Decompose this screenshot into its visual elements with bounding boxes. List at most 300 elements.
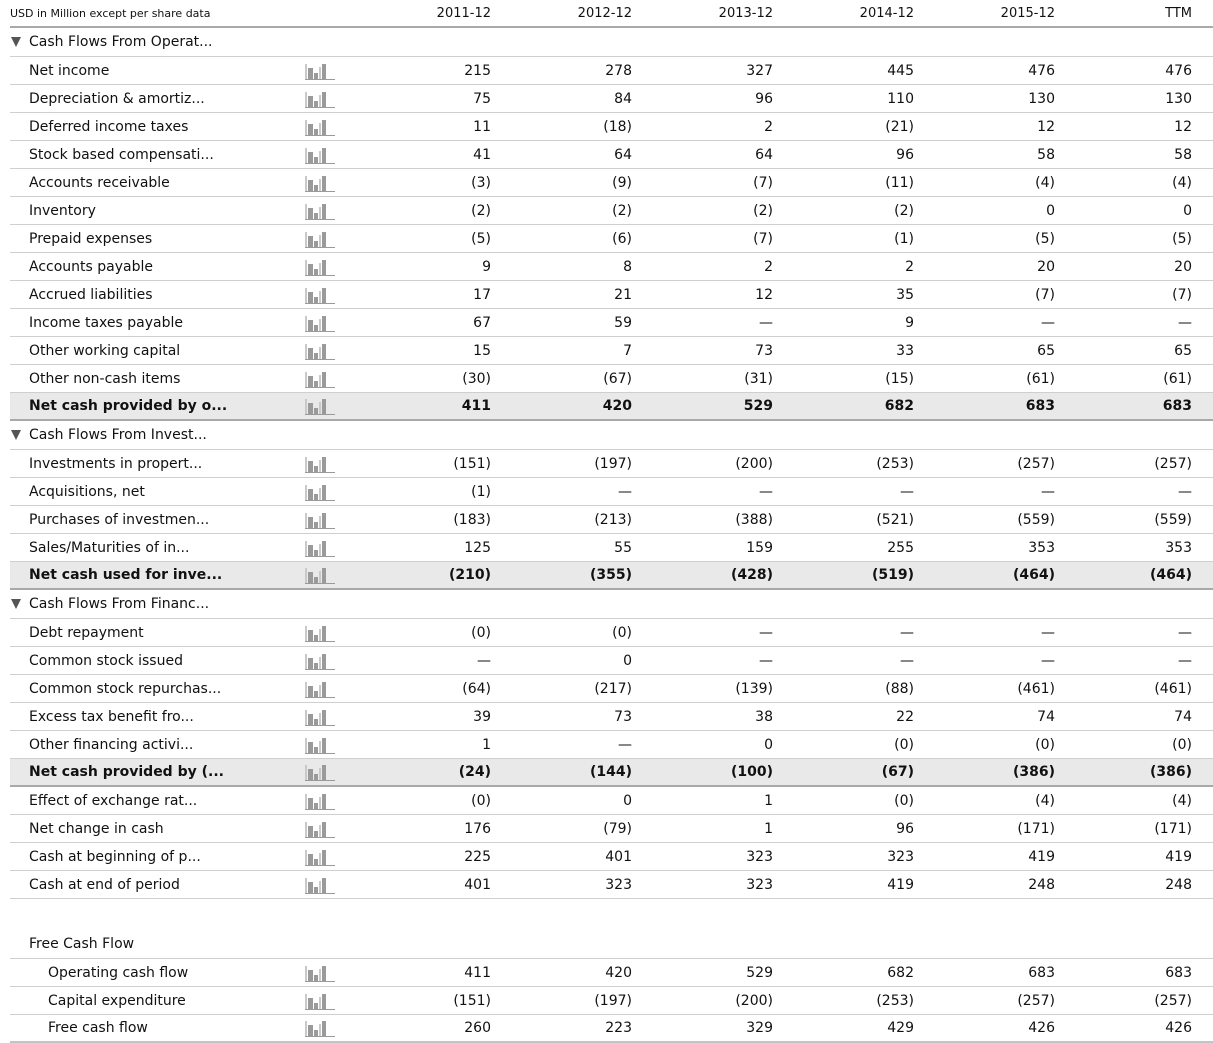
cell-ttm: 130 (1165, 90, 1192, 107)
table-row (10, 675, 1213, 703)
cell-2011-12: 260 (464, 1020, 491, 1036)
bar-chart-icon[interactable] (300, 992, 350, 1010)
bar-chart-icon-bar (322, 626, 326, 642)
table-row (10, 281, 1213, 309)
column-headers (350, 6, 1213, 21)
bar-chart-icon-bar (314, 663, 318, 670)
row-label: Net cash provided by o... (29, 398, 228, 414)
cell-2014-12: 323 (887, 848, 914, 865)
bar-chart-icon[interactable] (300, 1019, 350, 1037)
cell-2012-12: 323 (605, 876, 632, 893)
bar-chart-icon-bar (319, 853, 321, 866)
bar-chart-icon-bar (314, 408, 318, 415)
cell-2014-12: 682 (884, 398, 914, 414)
cell-2012-12: (79) (603, 820, 632, 837)
table-row (10, 197, 1213, 225)
cell-2013-12: (31) (744, 370, 773, 387)
bar-chart-icon-bar (319, 291, 321, 304)
bar-chart-icon[interactable] (300, 342, 350, 360)
bar-chart-icon-bar (319, 235, 321, 248)
row-label: Net income (29, 62, 110, 79)
cell-2011-12: 67 (473, 314, 491, 331)
bar-chart-icon-bar (308, 686, 313, 698)
table-row (10, 534, 1213, 562)
table-row (10, 365, 1213, 393)
bar-chart-icon[interactable] (300, 230, 350, 248)
cell-2013-12: — (759, 314, 773, 331)
bar-chart-icon-bar (305, 232, 307, 248)
cell-2015-12: 20 (1037, 258, 1055, 275)
bar-chart-icon-bar (305, 457, 307, 473)
cell-2011-12: (5) (471, 230, 491, 247)
cell-ttm: (4) (1172, 174, 1192, 191)
row-label: Other non-cash items (29, 370, 181, 387)
cell-2015-12: 419 (1028, 848, 1055, 865)
cell-2015-12: — (1041, 483, 1055, 500)
bar-chart-icon-bar (314, 975, 318, 982)
cell-2015-12: (5) (1035, 230, 1055, 247)
table-row (10, 169, 1213, 197)
cell-2014-12: (519) (871, 567, 914, 583)
cell-2011-12: 401 (464, 876, 491, 893)
bar-chart-icon[interactable] (300, 792, 350, 810)
bar-chart-icon-bar (314, 241, 318, 248)
cell-ttm: 683 (1162, 398, 1192, 414)
bar-chart-icon[interactable] (300, 736, 350, 754)
bar-chart-icon-bar (305, 669, 335, 670)
cell-2013-12: 329 (746, 1020, 773, 1036)
bar-chart-icon-bar (322, 765, 326, 781)
bar-chart-icon[interactable] (300, 90, 350, 108)
bar-chart-icon-bar (305, 359, 335, 360)
bar-chart-icon[interactable] (300, 624, 350, 642)
bar-chart-icon-bar (308, 714, 313, 726)
bar-chart-icon-bar (319, 685, 321, 698)
section-header[interactable] (10, 28, 1213, 57)
bar-chart-icon[interactable] (300, 146, 350, 164)
bar-chart-icon-bar (314, 577, 318, 584)
cell-2014-12: 96 (896, 146, 914, 163)
cell-2015-12: 74 (1037, 708, 1055, 725)
cell-2012-12: (18) (603, 118, 632, 135)
cell-ttm: (464) (1149, 567, 1192, 583)
row-label: Income taxes payable (29, 314, 183, 331)
row-label: Accrued liabilities (29, 286, 153, 303)
cell-2015-12: 426 (1028, 1020, 1055, 1036)
bar-chart-icon-bar (314, 550, 318, 557)
column-header-2012-12[interactable]: 2012-12 (577, 5, 632, 21)
bar-chart-icon-bar (305, 1036, 335, 1037)
bar-chart-icon-bar (308, 769, 313, 781)
bar-chart-icon-bar (305, 780, 335, 781)
cell-ttm: — (1178, 652, 1192, 669)
cell-2012-12: 0 (623, 652, 632, 669)
table-row (10, 619, 1213, 647)
cell-2013-12: 159 (746, 539, 773, 556)
bar-chart-icon[interactable] (300, 511, 350, 529)
cell-2011-12: 411 (464, 964, 491, 981)
bar-chart-icon-bar (319, 123, 321, 136)
bar-chart-icon[interactable] (300, 258, 350, 276)
bar-chart-icon-bar (308, 742, 313, 754)
bar-chart-icon-bar (322, 120, 326, 136)
free-cash-flow-header (10, 929, 1213, 959)
cell-2013-12: 323 (746, 848, 773, 865)
bar-chart-icon-bar (314, 353, 318, 360)
cell-2013-12: 2 (764, 118, 773, 135)
bar-chart-icon-bar (319, 151, 321, 164)
cell-ttm: (61) (1163, 370, 1192, 387)
bar-chart-icon-bar (308, 572, 313, 584)
bar-chart-icon-bar (305, 822, 307, 838)
bar-chart-icon-bar (314, 803, 318, 810)
bar-chart-icon-bar (319, 997, 321, 1010)
row-label: Other working capital (29, 342, 181, 359)
bar-chart-icon-bar (319, 629, 321, 642)
row-label: Other financing activi... (29, 736, 194, 753)
table-row (10, 506, 1213, 534)
cell-2011-12: 225 (464, 848, 491, 865)
bar-chart-icon-bar (319, 460, 321, 473)
column-header-2011-12[interactable]: 2011-12 (436, 5, 491, 21)
cell-ttm: (4) (1172, 792, 1192, 809)
cell-2015-12: 12 (1037, 118, 1055, 135)
bar-chart-icon-bar (305, 893, 335, 894)
bar-chart-icon-bar (322, 485, 326, 501)
bar-chart-icon-bar (314, 691, 318, 698)
cell-2013-12: 96 (755, 90, 773, 107)
cell-2014-12: (253) (876, 455, 914, 472)
cell-2011-12: 9 (482, 258, 491, 275)
cell-2013-12: 73 (755, 342, 773, 359)
bar-chart-icon-bar (305, 64, 307, 80)
bar-chart-icon-bar (322, 204, 326, 220)
cell-2014-12: (1) (894, 230, 914, 247)
bar-chart-icon-bar (305, 765, 307, 781)
bar-chart-icon-bar (305, 288, 307, 304)
row-label: Stock based compensati... (29, 146, 214, 163)
cell-2011-12: 176 (464, 820, 491, 837)
bar-chart-icon[interactable] (300, 314, 350, 332)
bar-chart-icon-bar (305, 966, 307, 982)
section-header[interactable] (10, 590, 1213, 619)
cell-2014-12: 682 (887, 964, 914, 981)
cell-2011-12: — (477, 652, 491, 669)
row-label: Cash at beginning of p... (29, 848, 201, 865)
table-row (10, 450, 1213, 478)
cell-ttm: (559) (1154, 511, 1192, 528)
bar-chart-icon-bar (305, 794, 307, 810)
row-label: Cash at end of period (29, 876, 180, 893)
column-header-2014-12[interactable]: 2014-12 (859, 5, 914, 21)
cell-2012-12: (9) (612, 174, 632, 191)
cell-2015-12: (61) (1026, 370, 1055, 387)
bar-chart-icon[interactable] (300, 62, 350, 80)
cell-2014-12: (88) (885, 680, 914, 697)
bar-chart-icon-bar (305, 176, 307, 192)
cell-2015-12: 58 (1037, 146, 1055, 163)
bar-chart-icon-bar (305, 414, 335, 415)
cell-2011-12: 1 (482, 736, 491, 753)
bar-chart-icon-bar (314, 325, 318, 332)
bar-chart-icon-bar (305, 641, 335, 642)
cell-2015-12: (464) (1012, 567, 1055, 583)
cell-ttm: (7) (1172, 286, 1192, 303)
cell-2011-12: (30) (462, 370, 491, 387)
cell-2012-12: (355) (589, 567, 632, 583)
cell-2014-12: 22 (896, 708, 914, 725)
bar-chart-icon-bar (305, 472, 335, 473)
bar-chart-icon-bar (322, 288, 326, 304)
bar-chart-icon-bar (319, 881, 321, 894)
bar-chart-icon-bar (305, 191, 335, 192)
bar-chart-icon-bar (322, 513, 326, 529)
cell-2014-12: (21) (885, 118, 914, 135)
table-row (10, 703, 1213, 731)
cell-2013-12: (100) (730, 764, 773, 780)
bar-chart-icon-bar (305, 79, 335, 80)
bar-chart-icon-bar (308, 124, 313, 136)
cell-ttm: 65 (1174, 342, 1192, 359)
cell-2015-12: — (1041, 652, 1055, 669)
bar-chart-icon-bar (322, 710, 326, 726)
cell-2013-12: — (759, 652, 773, 669)
cell-2014-12: (521) (876, 511, 914, 528)
bar-chart-icon-bar (308, 826, 313, 838)
bar-chart-icon[interactable] (300, 876, 350, 894)
bar-chart-icon-bar (305, 163, 335, 164)
cell-2015-12: (0) (1035, 736, 1055, 753)
bar-chart-icon-bar (322, 399, 326, 415)
cell-2014-12: 255 (887, 539, 914, 556)
cell-2012-12: 401 (605, 848, 632, 865)
cell-2014-12: 419 (887, 876, 914, 893)
cell-2015-12: (257) (1017, 455, 1055, 472)
bar-chart-icon-bar (305, 865, 335, 866)
bar-chart-icon-bar (322, 568, 326, 584)
bar-chart-icon[interactable] (300, 964, 350, 982)
bar-chart-icon-bar (314, 831, 318, 838)
bar-chart-icon-bar (305, 753, 335, 754)
bar-chart-icon-bar (322, 682, 326, 698)
bar-chart-icon-bar (322, 654, 326, 670)
total-row (10, 393, 1213, 421)
bar-chart-icon-bar (322, 457, 326, 473)
cell-2012-12: 21 (614, 286, 632, 303)
bar-chart-icon-bar (305, 372, 307, 388)
cell-ttm: (386) (1149, 764, 1192, 780)
table-row (10, 309, 1213, 337)
cell-2015-12: (257) (1017, 992, 1055, 1009)
column-header-2013-12[interactable]: 2013-12 (718, 5, 773, 21)
bar-chart-icon-bar (314, 73, 318, 80)
bar-chart-icon[interactable] (300, 202, 350, 220)
cell-2011-12: 75 (473, 90, 491, 107)
cell-ttm: — (1178, 314, 1192, 331)
cell-ttm: 353 (1165, 539, 1192, 556)
cell-2015-12: 476 (1028, 62, 1055, 79)
row-label: Deferred income taxes (29, 118, 189, 135)
cell-2011-12: 41 (473, 146, 491, 163)
bar-chart-icon[interactable] (300, 708, 350, 726)
cell-2015-12: 65 (1037, 342, 1055, 359)
column-header-2015-12[interactable]: 2015-12 (1000, 5, 1055, 21)
row-label: Acquisitions, net (29, 483, 145, 500)
bar-chart-icon-bar (319, 207, 321, 220)
triangle-down-icon[interactable] (11, 599, 21, 609)
bar-chart-icon-bar (322, 994, 326, 1010)
bar-chart-icon-bar (305, 626, 307, 642)
section-title: Cash Flows From Invest... (29, 427, 207, 443)
bar-chart-icon[interactable] (300, 848, 350, 866)
bar-chart-icon-bar (314, 185, 318, 192)
bar-chart-icon-bar (319, 768, 321, 781)
bar-chart-icon-bar (305, 568, 307, 584)
cell-2011-12: 411 (461, 398, 491, 414)
bar-chart-icon-bar (319, 179, 321, 192)
bar-chart-icon[interactable] (300, 820, 350, 838)
units-note: USD in Million except per share data (10, 6, 211, 20)
row-label: Common stock issued (29, 652, 183, 669)
bar-chart-icon[interactable] (300, 118, 350, 136)
bar-chart-icon[interactable] (300, 652, 350, 670)
cell-2015-12: (7) (1035, 286, 1055, 303)
triangle-down-icon[interactable] (11, 37, 21, 47)
bar-chart-icon-bar (305, 850, 307, 866)
cell-2011-12: 215 (464, 62, 491, 79)
row-label: Free cash flow (48, 1020, 148, 1036)
bar-chart-icon-bar (305, 682, 307, 698)
cell-2013-12: 529 (746, 964, 773, 981)
bar-chart-icon-bar (308, 208, 313, 220)
cell-ttm: — (1178, 483, 1192, 500)
bar-chart-icon[interactable] (300, 455, 350, 473)
row-label: Excess tax benefit fro... (29, 708, 194, 725)
bar-chart-icon-bar (322, 148, 326, 164)
cell-2011-12: (151) (453, 455, 491, 472)
cell-2012-12: 7 (623, 342, 632, 359)
bar-chart-icon-bar (308, 96, 313, 108)
cell-2011-12: (0) (471, 792, 491, 809)
bar-chart-icon-bar (308, 658, 313, 670)
bar-chart-icon-bar (322, 850, 326, 866)
row-label: Net cash provided by (... (29, 764, 224, 780)
cell-ttm: 476 (1165, 62, 1192, 79)
cell-ttm: 12 (1174, 118, 1192, 135)
cell-2011-12: 17 (473, 286, 491, 303)
row-label: Net change in cash (29, 820, 164, 837)
cell-2015-12: 0 (1046, 202, 1055, 219)
bar-chart-icon-bar (305, 303, 335, 304)
bar-chart-icon-bar (319, 657, 321, 670)
cell-2013-12: (428) (730, 567, 773, 583)
bar-chart-icon-bar (305, 387, 335, 388)
table-row (10, 959, 1213, 987)
cell-2015-12: 353 (1028, 539, 1055, 556)
bar-chart-icon-bar (319, 402, 321, 415)
bar-chart-icon-bar (308, 630, 313, 642)
cell-2012-12: — (618, 736, 632, 753)
bar-chart-icon[interactable] (300, 680, 350, 698)
bar-chart-icon[interactable] (300, 174, 350, 192)
bar-chart-icon-bar (305, 837, 335, 838)
bar-chart-icon-bar (308, 970, 313, 982)
table-header (10, 0, 1213, 28)
cell-2013-12: 12 (755, 286, 773, 303)
bar-chart-icon-bar (308, 68, 313, 80)
bar-chart-icon-bar (305, 135, 335, 136)
cell-ttm: (0) (1172, 736, 1192, 753)
cell-2013-12: — (759, 483, 773, 500)
bar-chart-icon-bar (322, 738, 326, 754)
bar-chart-icon-bar (319, 263, 321, 276)
bar-chart-icon[interactable] (300, 370, 350, 388)
cell-2012-12: 64 (614, 146, 632, 163)
bar-chart-icon-bar (308, 236, 313, 248)
bar-chart-icon[interactable] (300, 566, 350, 584)
bar-chart-icon-bar (322, 1021, 326, 1037)
bar-chart-icon-bar (319, 488, 321, 501)
bar-chart-icon-bar (305, 219, 335, 220)
bar-chart-icon-bar (308, 152, 313, 164)
triangle-down-icon[interactable] (11, 430, 21, 440)
cell-2012-12: (144) (589, 764, 632, 780)
bar-chart-icon-bar (308, 264, 313, 276)
bar-chart-icon[interactable] (300, 483, 350, 501)
cell-2014-12: 429 (887, 1020, 914, 1036)
cell-2011-12: 11 (473, 118, 491, 135)
bar-chart-icon[interactable] (300, 539, 350, 557)
cell-2011-12: (64) (462, 680, 491, 697)
row-label: Accounts receivable (29, 174, 170, 191)
bar-chart-icon-bar (322, 176, 326, 192)
cell-2014-12: — (900, 652, 914, 669)
cell-2015-12: 248 (1028, 876, 1055, 893)
bar-chart-icon-bar (322, 344, 326, 360)
bar-chart-icon-bar (322, 878, 326, 894)
cell-2012-12: (213) (594, 511, 632, 528)
bar-chart-icon-bar (319, 319, 321, 332)
bar-chart-icon-bar (305, 697, 335, 698)
bar-chart-icon-bar (314, 269, 318, 276)
cell-2012-12: (6) (612, 230, 632, 247)
bar-chart-icon[interactable] (300, 397, 350, 415)
section-header[interactable] (10, 421, 1213, 450)
bar-chart-icon[interactable] (300, 763, 350, 781)
bar-chart-icon-bar (319, 797, 321, 810)
bar-chart-icon-bar (305, 1021, 307, 1037)
cell-2011-12: (3) (471, 174, 491, 191)
cell-2012-12: (217) (594, 680, 632, 697)
cell-2015-12: (559) (1017, 511, 1055, 528)
row-label: Depreciation & amortiz... (29, 90, 205, 107)
cell-2014-12: 2 (905, 258, 914, 275)
cell-2013-12: 2 (764, 258, 773, 275)
bar-chart-icon-bar (322, 541, 326, 557)
bar-chart-icon[interactable] (300, 286, 350, 304)
cell-2013-12: (7) (753, 230, 773, 247)
bar-chart-icon-bar (305, 500, 335, 501)
cell-2013-12: 323 (746, 876, 773, 893)
cell-2012-12: (2) (612, 202, 632, 219)
column-header-ttm[interactable]: TTM (1165, 5, 1192, 21)
cell-2012-12: 55 (614, 539, 632, 556)
cell-ttm: 74 (1174, 708, 1192, 725)
bar-chart-icon-bar (314, 297, 318, 304)
cell-2012-12: (197) (594, 992, 632, 1009)
bar-chart-icon-bar (314, 522, 318, 529)
cell-2015-12: — (1041, 624, 1055, 641)
